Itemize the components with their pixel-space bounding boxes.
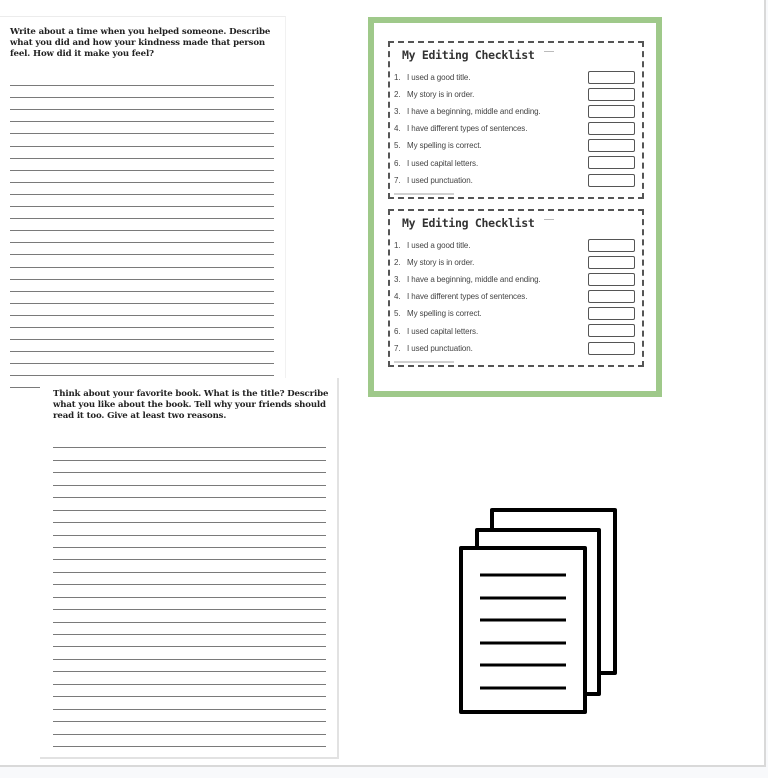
writing-line [10, 183, 274, 195]
item-number: 6. [394, 326, 401, 336]
checklist-title: My Editing Checklist [402, 216, 535, 230]
writing-line [53, 610, 326, 622]
writing-line [10, 316, 274, 328]
worksheet-prompt: Think about your favorite book. What is the title? Describe what you like about the book. Tell why your friends should read it too. Give at least two reasons. [53, 389, 329, 421]
writing-line [53, 635, 326, 647]
writing-lines [10, 74, 274, 388]
checklist-item [394, 340, 642, 357]
writing-lines [53, 436, 326, 747]
writing-line [53, 498, 326, 510]
writing-line [53, 735, 326, 747]
checklist-item [394, 86, 642, 103]
item-number: 6. [394, 158, 401, 168]
writing-line [10, 328, 274, 340]
checkbox [588, 273, 635, 286]
checklist-item [394, 120, 642, 137]
checkbox [588, 290, 635, 303]
writing-line [10, 171, 274, 183]
checklist-items [394, 69, 642, 189]
checkbox [588, 105, 635, 118]
checklist-item [394, 137, 642, 154]
checklist-item [394, 172, 642, 189]
writing-line [53, 598, 326, 610]
name-field-mark [544, 51, 554, 52]
checkbox [588, 256, 635, 269]
writing-line [10, 231, 274, 243]
writing-line [53, 647, 326, 659]
item-number: 2. [394, 258, 401, 268]
writing-line [10, 86, 274, 98]
name-field-mark [544, 219, 554, 220]
checklist-item [394, 254, 642, 271]
documents-stack-icon[interactable] [455, 503, 625, 718]
checkbox [588, 71, 635, 84]
writing-line [10, 98, 274, 110]
writing-line [10, 110, 274, 122]
item-number: 7. [394, 175, 401, 185]
writing-line [10, 268, 274, 280]
writing-line [53, 486, 326, 498]
item-text: My spelling is correct. [407, 309, 482, 319]
checkbox [588, 174, 635, 187]
checkbox [588, 307, 635, 320]
writing-line [10, 243, 274, 255]
item-number: 7. [394, 343, 401, 353]
checkbox [588, 324, 635, 337]
writing-line [53, 722, 326, 734]
writing-line [53, 585, 326, 597]
item-number: 3. [394, 107, 401, 117]
writing-line [10, 74, 274, 86]
checkbox [588, 139, 635, 152]
writing-line [10, 207, 274, 219]
checklist-item [394, 69, 642, 86]
writing-line [53, 672, 326, 684]
item-number: 3. [394, 275, 401, 285]
checkbox [588, 156, 635, 169]
editing-checklist-image[interactable] [368, 17, 662, 397]
item-text: I used a good title. [407, 73, 471, 83]
writing-line [10, 280, 274, 292]
writing-line [53, 560, 326, 572]
writing-line [10, 352, 274, 364]
item-text: I have a beginning, middle and ending. [407, 275, 541, 285]
item-text: I used capital letters. [407, 326, 479, 336]
writing-line [10, 195, 274, 207]
item-text: I used capital letters. [407, 158, 479, 168]
item-number: 5. [394, 141, 401, 151]
writing-line [53, 461, 326, 473]
item-text: I used punctuation. [407, 343, 473, 353]
checkbox [588, 88, 635, 101]
checklist-card [388, 209, 644, 367]
checklist-item [394, 271, 642, 288]
card-footer-credit [394, 193, 454, 195]
writing-line [10, 340, 274, 352]
writing-line [53, 548, 326, 560]
writing-line [53, 697, 326, 709]
writing-line [53, 623, 326, 635]
checkbox [588, 342, 635, 355]
checklist-item [394, 305, 642, 322]
writing-line [53, 536, 326, 548]
checklist-item [394, 322, 642, 339]
item-text: I have different types of sentences. [407, 124, 528, 134]
item-number: 2. [394, 90, 401, 100]
writing-line [53, 473, 326, 485]
writing-line [53, 710, 326, 722]
checkbox [588, 239, 635, 252]
writing-line [10, 304, 274, 316]
worksheet-helping-someone[interactable] [0, 16, 286, 381]
checklist-item [394, 237, 642, 254]
checkbox [588, 122, 635, 135]
writing-line [53, 660, 326, 672]
writing-line [10, 134, 274, 146]
writing-line [53, 523, 326, 535]
item-number: 1. [394, 73, 401, 83]
writing-line [10, 219, 274, 231]
writing-line [53, 685, 326, 697]
writing-line [10, 122, 274, 134]
checklist-items [394, 237, 642, 357]
item-number: 5. [394, 309, 401, 319]
writing-line [53, 511, 326, 523]
checklist-title: My Editing Checklist [402, 48, 535, 62]
item-text: My story is in order. [407, 90, 475, 100]
item-text: I used punctuation. [407, 175, 473, 185]
writing-line [10, 364, 274, 376]
writing-line [53, 436, 326, 448]
item-number: 4. [394, 124, 401, 134]
item-text: I have a beginning, middle and ending. [407, 107, 541, 117]
item-text: I have different types of sentences. [407, 292, 528, 302]
checklist-item [394, 288, 642, 305]
checklist-card [388, 41, 644, 199]
item-text: I used a good title. [407, 241, 471, 251]
item-text: My spelling is correct. [407, 141, 482, 151]
item-text: My story is in order. [407, 258, 475, 268]
writing-line [10, 292, 274, 304]
item-number: 4. [394, 292, 401, 302]
worksheet-favorite-book[interactable] [40, 378, 339, 759]
writing-line [10, 255, 274, 267]
item-number: 1. [394, 241, 401, 251]
worksheet-prompt: Write about a time when you helped someone. Describe what you did and how your kindness made that person feel. How did it make you feel? [10, 27, 271, 59]
writing-line [10, 147, 274, 159]
checklist-item [394, 103, 642, 120]
card-footer-credit [394, 361, 454, 363]
checklist-item [394, 154, 642, 171]
writing-line [53, 573, 326, 585]
writing-line [10, 159, 274, 171]
writing-line [53, 448, 326, 460]
